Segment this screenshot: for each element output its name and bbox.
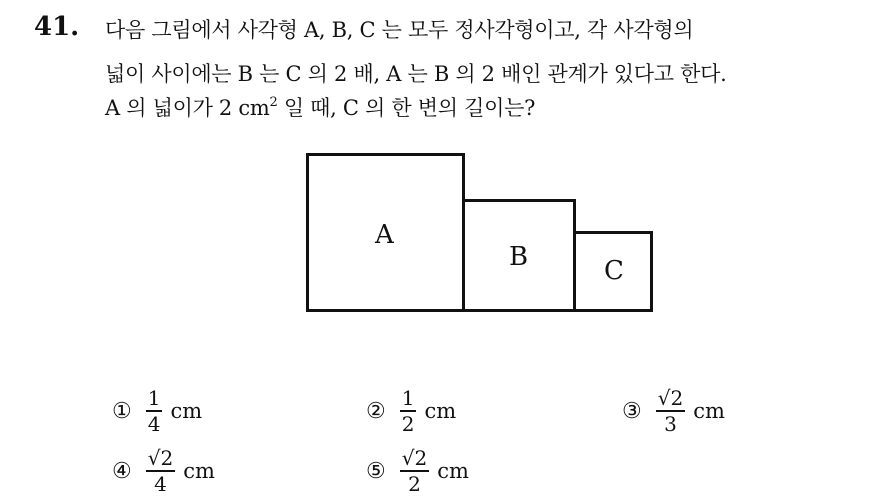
choice-1-mark: ①	[112, 398, 132, 424]
choice-1-numerator: 1	[147, 386, 161, 410]
choice-1-unit: cm	[170, 399, 203, 423]
choice-5-mark: ⑤	[366, 458, 386, 484]
choice-4-mark: ④	[112, 458, 132, 484]
choice-3-denominator: 3	[664, 412, 677, 436]
question-number: 41.	[34, 12, 80, 42]
square-c-label: C	[604, 256, 624, 286]
choice-5-fraction	[400, 446, 429, 496]
choice-2-unit: cm	[424, 399, 457, 423]
choice-1-fraction	[146, 386, 163, 436]
question-text-line-2: 넓이 사이에는 B 는 C 의 2 배, A 는 B 의 2 배인 관계가 있다고 한다.	[105, 62, 727, 86]
choice-4-numerator: √2	[147, 446, 174, 470]
square-a	[306, 153, 465, 312]
choice-4-fraction	[146, 446, 175, 496]
squares-figure	[306, 153, 656, 315]
question-text-line-1: 다음 그림에서 사각형 A, B, C 는 모두 정사각형이고, 각 사각형의	[105, 18, 694, 42]
choice-2-denominator: 2	[401, 412, 415, 436]
choice-2[interactable]	[366, 386, 456, 436]
square-b-label: B	[509, 242, 529, 272]
choice-2-fraction	[400, 386, 417, 436]
choice-3-fraction	[656, 386, 685, 436]
choice-1-denominator: 4	[147, 412, 161, 436]
question-text-line-3-start: A 의 넓이가 2 cm	[105, 96, 270, 120]
choice-5-unit: cm	[437, 459, 469, 483]
choice-5-numerator: √2	[401, 446, 428, 470]
square-a-label: A	[375, 220, 394, 250]
choice-4-unit: cm	[183, 459, 215, 483]
question-text-line-3-end: 일 때, C 의 한 변의 길이는?	[277, 96, 536, 120]
choice-4-denominator: 4	[154, 472, 167, 496]
choice-5-denominator: 2	[408, 472, 421, 496]
squared-exponent: 2	[269, 95, 278, 110]
choice-1[interactable]	[112, 386, 202, 436]
choice-2-numerator: 1	[401, 386, 415, 410]
choice-2-mark: ②	[366, 398, 386, 424]
choice-3-mark: ③	[622, 398, 642, 424]
square-b	[462, 199, 576, 312]
choice-3-numerator: √2	[657, 386, 684, 410]
question-text-line-3	[105, 92, 535, 122]
choice-3[interactable]	[622, 386, 725, 436]
choice-5[interactable]	[366, 446, 469, 496]
choice-4[interactable]	[112, 446, 215, 496]
choice-3-unit: cm	[693, 399, 725, 423]
square-c	[573, 231, 653, 312]
